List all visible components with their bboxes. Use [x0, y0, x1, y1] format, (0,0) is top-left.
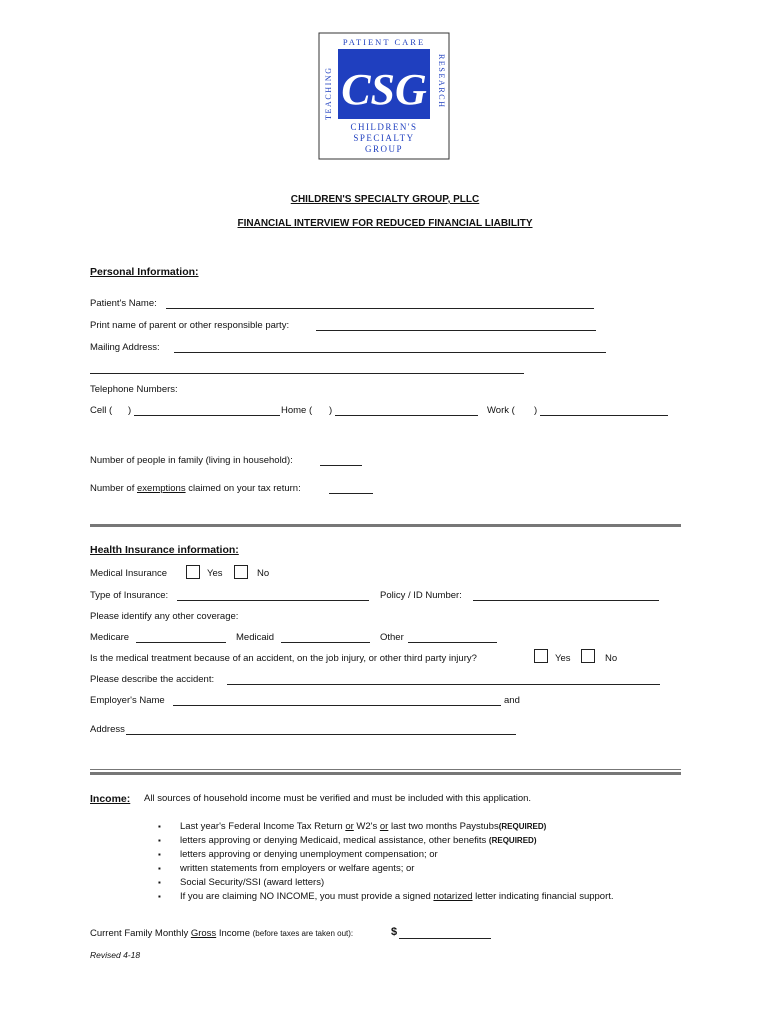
- no-income-text-end: letter indicating financial support.: [475, 891, 614, 902]
- exemptions-prefix: Number of: [90, 483, 135, 494]
- accident-yes-checkbox[interactable]: [534, 649, 548, 663]
- w2-text: W2's: [356, 821, 378, 832]
- medical-insurance-yes-label: Yes: [207, 568, 223, 579]
- accident-yes-label: Yes: [555, 653, 571, 664]
- section-divider-1: [90, 524, 681, 527]
- home-paren: ): [329, 405, 333, 416]
- income-item-written-statements: [158, 862, 614, 876]
- policy-id-field[interactable]: [473, 600, 659, 601]
- parent-name-label: Print name of parent or other responsible party:: [90, 320, 290, 331]
- gross-prefix: Current Family Monthly: [90, 928, 189, 939]
- csg-logo-graphic: [318, 32, 450, 160]
- work-label: Work (: [487, 405, 515, 416]
- family-count-label: Number of people in family (living in household):: [90, 455, 293, 466]
- or-text-1: or: [345, 821, 354, 832]
- dollar-sign: $: [391, 926, 398, 938]
- other-coverage-field[interactable]: [408, 642, 497, 643]
- required-tag-2: (REQUIRED): [488, 836, 537, 845]
- form-title: FINANCIAL INTERVIEW FOR REDUCED FINANCIAL LIABILITY: [237, 218, 533, 229]
- income-item-medicaid-letters: [158, 834, 614, 848]
- gross-note: (before taxes are taken out):: [252, 929, 354, 938]
- income-item-tax-return: [158, 820, 614, 834]
- income-item-unemployment: [158, 848, 614, 862]
- work-phone-field[interactable]: [540, 415, 668, 416]
- org-name: CHILDREN'S SPECIALTY GROUP, PLLC: [290, 194, 480, 205]
- medical-insurance-no-label: No: [257, 568, 270, 579]
- accident-description-field[interactable]: [227, 684, 660, 685]
- required-tag-1: (REQUIRED): [498, 822, 547, 831]
- cell-label: Cell (: [90, 405, 113, 416]
- employer-address-label: Address: [90, 724, 125, 735]
- medicaid-label: Medicaid: [236, 632, 275, 643]
- logo-bottom-line-2: SPECIALTY: [353, 133, 415, 143]
- paystubs-text: last two months Paystubs: [390, 821, 499, 832]
- insurance-type-label: Type of Insurance:: [90, 590, 169, 601]
- income-requirements-list: [158, 820, 614, 904]
- income-item-no-income: [158, 890, 614, 904]
- cell-phone-field[interactable]: [134, 415, 280, 416]
- gross-income-field[interactable]: [399, 938, 491, 939]
- exemptions-word: exemptions: [137, 483, 186, 494]
- other-coverage-label: Please identify any other coverage:: [90, 611, 239, 622]
- insurance-type-field[interactable]: [177, 600, 369, 601]
- other-coverage-type-label: Other: [380, 632, 404, 643]
- accident-question: Is the medical treatment because of an accident, on the job injury, or other third party injury?: [90, 653, 477, 664]
- gross-income-label: [90, 928, 353, 939]
- cell-paren: ): [128, 405, 132, 416]
- patient-name-label: Patient's Name:: [90, 298, 157, 309]
- mailing-address-field[interactable]: [174, 352, 606, 353]
- medical-insurance-label: Medical Insurance: [90, 568, 168, 579]
- medical-insurance-no-checkbox[interactable]: [234, 565, 248, 579]
- logo-top-text: PATIENT CARE: [342, 37, 426, 47]
- csg-logo: [318, 32, 450, 160]
- employer-name-label: Employer's Name: [90, 695, 165, 706]
- employer-address-field[interactable]: [126, 734, 516, 735]
- exemptions-label: [90, 483, 301, 494]
- logo-right-text: RESEARCH: [437, 54, 446, 109]
- exemptions-suffix: claimed on your tax return:: [188, 483, 301, 494]
- exemptions-field[interactable]: [329, 493, 373, 494]
- section-divider-2a: [90, 769, 681, 770]
- gross-mid: Income: [218, 928, 250, 939]
- employer-and-label: and: [504, 695, 520, 706]
- family-count-field[interactable]: [320, 465, 362, 466]
- logo-bottom-line-3: GROUP: [364, 144, 404, 154]
- accident-no-checkbox[interactable]: [581, 649, 595, 663]
- section-divider-2b: [90, 772, 681, 775]
- revised-date: Revised 4-18: [90, 950, 141, 960]
- income-section-title: Income:: [90, 793, 131, 805]
- accident-no-label: No: [605, 653, 618, 664]
- medicare-field[interactable]: [136, 642, 226, 643]
- medicare-label: Medicare: [90, 632, 130, 643]
- written-statements-text: written statements from employers or welfare agents; or: [180, 863, 415, 874]
- employer-name-field[interactable]: [173, 705, 501, 706]
- insurance-section-title: Health Insurance information:: [90, 544, 239, 556]
- home-label: Home (: [281, 405, 313, 416]
- parent-name-field[interactable]: [316, 330, 596, 331]
- telephone-label: Telephone Numbers:: [90, 384, 178, 395]
- medicaid-field[interactable]: [281, 642, 370, 643]
- income-intro: All sources of household income must be verified and must be included with this application.: [144, 793, 532, 804]
- or-text-2: or: [379, 821, 389, 832]
- logo-bottom-line-1: CHILDREN'S: [350, 122, 418, 132]
- logo-left-text: TEACHING: [324, 66, 333, 120]
- gross-word: Gross: [190, 928, 217, 939]
- unemployment-text: letters approving or denying unemployment compensation; or: [180, 849, 438, 860]
- medicaid-letters-text: letters approving or denying Medicaid, medical assistance, other benefits: [180, 835, 487, 846]
- personal-section-title: Personal Information:: [90, 266, 199, 278]
- no-income-text: If you are claiming NO INCOME, you must provide a signed: [180, 891, 431, 902]
- home-phone-field[interactable]: [335, 415, 478, 416]
- social-security-text: Social Security/SSI (award letters): [180, 877, 325, 888]
- income-item-social-security: [158, 876, 614, 890]
- tax-return-text: Last year's Federal Income Tax Return: [180, 821, 343, 832]
- work-paren: ): [534, 405, 538, 416]
- mailing-address-field-line2[interactable]: [90, 373, 524, 374]
- accident-description-label: Please describe the accident:: [90, 674, 215, 685]
- notarized-text: notarized: [433, 891, 473, 902]
- medical-insurance-yes-checkbox[interactable]: [186, 565, 200, 579]
- policy-id-label: Policy / ID Number:: [380, 590, 462, 601]
- patient-name-field[interactable]: [166, 308, 594, 309]
- mailing-address-label: Mailing Address:: [90, 342, 160, 353]
- logo-monogram: CSG: [341, 65, 427, 114]
